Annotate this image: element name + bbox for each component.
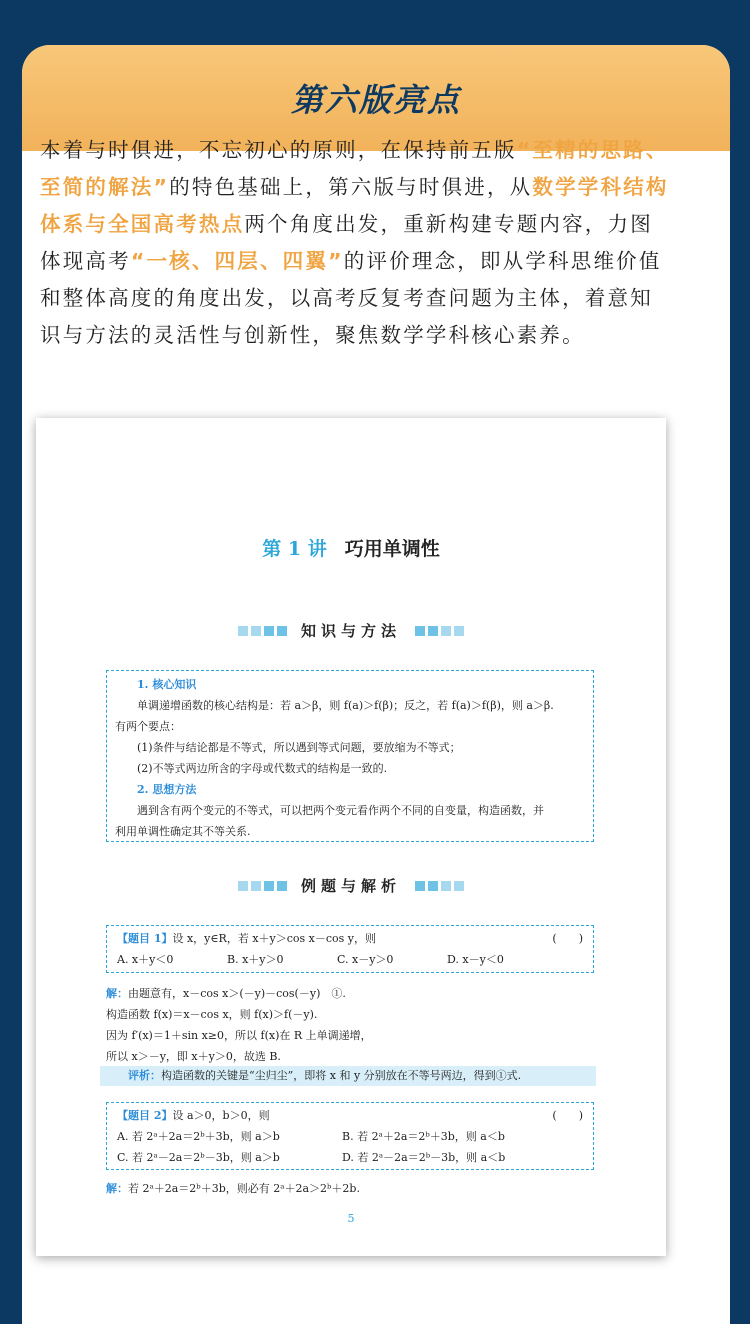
option-b: B. x＋y＞0 <box>227 953 284 966</box>
question-box-1 <box>106 925 594 973</box>
intro-text-3: 两个角度出发，重新构建专题内容，力图体现高考 <box>40 212 653 273</box>
section-bars-left <box>238 626 287 636</box>
question-box-2 <box>106 1102 594 1170</box>
intro-highlight-2: 数学学科结构体系与全国高考热点 <box>40 175 669 236</box>
option-a: A. 若 2ᵃ＋2a＝2ᵇ＋3b，则 a＞b <box>117 1130 280 1143</box>
comment-label: 评析： <box>128 1069 161 1082</box>
card-title: 第六版亮点 <box>290 81 461 119</box>
intro-text-4: 的评价理念，即从学科思维价值和整体高度的角度出发，以高考反复考查问题为主体，着意知识与方法的灵活性与创新性，聚焦数学学科核心素养。 <box>40 249 662 347</box>
solution-1 <box>106 983 596 1067</box>
option-d: D. 若 2ᵃ－2a＝2ᵇ－3b，则 a＜b <box>342 1151 506 1164</box>
option-d: D. x－y＜0 <box>447 953 504 966</box>
knowledge-line: 单调递增函数的核心结构是：若 a＞β，则 f(a)＞f(β)；反之，若 f(a)＞f(β)，则 a＞β. <box>137 699 554 712</box>
solution-line: 由题意有，x－cos x＞(－y)－cos(－y) ①. <box>128 987 346 1000</box>
section-heading-knowledge <box>36 620 666 641</box>
knowledge-line: (1)条件与结论都是不等式，所以遇到等式问题，要放缩为不等式； <box>137 741 461 754</box>
comment-text: 构造函数的关键是“尘归尘”，即将 x 和 y 分别放在不等号两边，得到①式. <box>161 1069 522 1082</box>
question-tag: 【题目 1】 <box>117 932 173 945</box>
solution-label: 解： <box>106 1182 128 1195</box>
answer-paren: ( ) <box>552 932 583 945</box>
intro-text-2: 的特色基础上，第六版与时俱进，从 <box>169 175 533 199</box>
question-tag: 【题目 2】 <box>117 1109 173 1122</box>
question-stem: 设 a＞0，b＞0，则 <box>172 1109 270 1122</box>
solution-label: 解： <box>106 987 128 1000</box>
answer-paren: ( ) <box>552 1109 583 1122</box>
solution-line: 所以 x＞－y，即 x＋y＞0，故选 B. <box>106 1050 281 1063</box>
knowledge-line: 有两个要点： <box>115 720 181 733</box>
question-stem: 设 x，y∈R，若 x＋y＞cos x－cos y，则 <box>172 932 377 945</box>
sample-page <box>36 418 666 1256</box>
section-label: 知识与方法 <box>300 622 401 640</box>
knowledge-box <box>106 670 594 842</box>
knowledge-line: (2)不等式两边所含的字母或代数式的结构是一致的. <box>137 762 388 775</box>
option-c: C. x－y＞0 <box>337 953 394 966</box>
question-options <box>117 949 583 970</box>
question-options-row-1 <box>117 1126 583 1147</box>
solution-line: 若 2ᵃ＋2a＝2ᵇ＋3b，则必有 2ᵃ＋2a＞2ᵇ＋2b. <box>128 1182 360 1195</box>
section-heading-examples <box>36 875 666 896</box>
section-label: 例题与解析 <box>300 877 401 895</box>
option-b: B. 若 2ᵃ＋2a＝2ᵇ＋3b，则 a＜b <box>342 1130 505 1143</box>
lesson-title <box>36 534 666 561</box>
knowledge-heading-2: 2. 思想方法 <box>137 783 197 796</box>
lesson-number: 第 1 讲 <box>262 538 327 560</box>
solution-line: 构造函数 f(x)＝x－cos x，则 f(x)＞f(－y). <box>106 1008 318 1021</box>
page-number: 5 <box>347 1212 355 1225</box>
option-c: C. 若 2ᵃ－2a＝2ᵇ－3b，则 a＞b <box>117 1151 280 1164</box>
section-bars-right <box>415 626 464 636</box>
section-bars-left <box>238 881 287 891</box>
knowledge-heading-1: 1. 核心知识 <box>137 678 197 691</box>
intro-highlight-1: “至精的思路、至简的解法” <box>40 138 669 199</box>
intro-text-1: 本着与时俱进，不忘初心的原则，在保持前五版 <box>40 138 517 162</box>
section-bars-right <box>415 881 464 891</box>
intro-highlight-3: “一核、四层、四翼” <box>130 249 344 273</box>
solution-2 <box>106 1178 596 1199</box>
knowledge-line: 利用单调性确定其不等关系. <box>115 825 251 838</box>
question-options-row-2 <box>117 1147 583 1168</box>
option-a: A. x＋y＜0 <box>117 953 174 966</box>
solution-line: 因为 f′(x)＝1＋sin x≥0，所以 f(x)在 R 上单调递增， <box>106 1029 372 1042</box>
intro-paragraph <box>40 132 672 354</box>
comment-strip <box>100 1066 596 1086</box>
lesson-name: 巧用单调性 <box>344 538 440 560</box>
knowledge-line: 遇到含有两个变元的不等式，可以把两个变元看作两个不同的自变量，构造函数，并 <box>137 804 544 817</box>
